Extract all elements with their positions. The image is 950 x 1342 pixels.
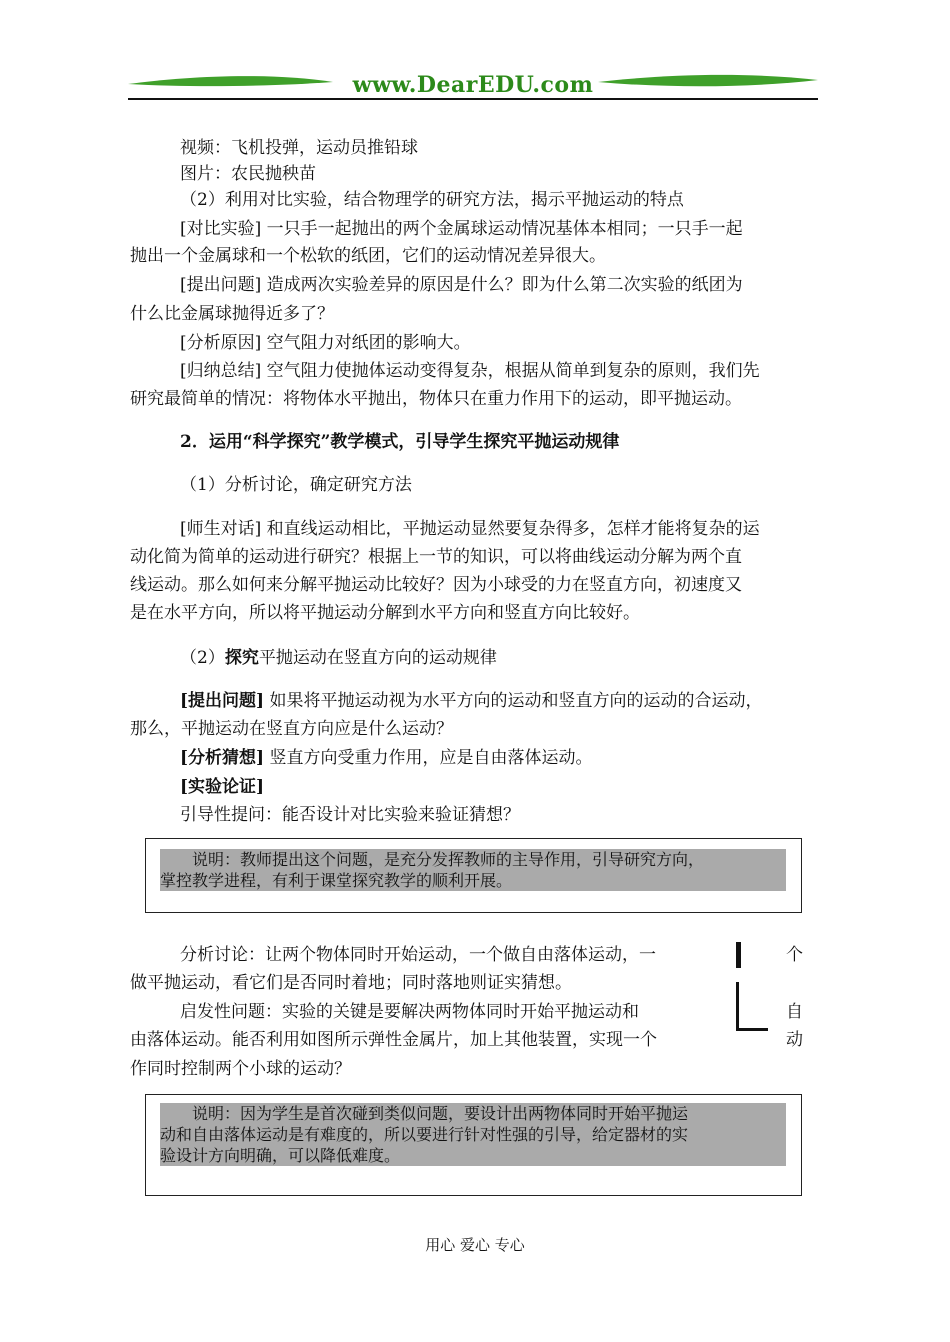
paragraph: 动化简为简单的运动进行研究？根据上一节的知识，可以将曲线运动分解为两个直 [130, 547, 742, 567]
paragraph: [师生对话] 和直线运动相比，平抛运动显然要复杂得多，怎样才能将复杂的运 [180, 519, 760, 539]
page-footer: 用心 爱心 专心 [425, 1236, 525, 1254]
paragraph: [分析原因] 空气阻力对纸团的影响大。 [180, 333, 471, 353]
side-char: 自 [786, 1002, 803, 1022]
paragraph: 引导性提问：能否设计对比实验来验证猜想？ [180, 805, 520, 825]
paragraph: 抛出一个金属球和一个松软的纸团，它们的运动情况差异很大。 [130, 246, 606, 266]
subsection-title: （1）分析讨论，确定研究方法 [180, 475, 412, 495]
header-banner [128, 62, 818, 102]
note-highlight: 说明：因为学生是首次碰到类似问题，要设计出两物体同时开始平抛运 动和自由落体运动是有难度的，所以要进行针对性强的引导，给定器材的实 验设计方向明确，可以降低难度。 [160, 1103, 786, 1166]
label-proof: [实验论证] [180, 777, 265, 797]
paragraph: （2）利用对比实验，结合物理学的研究方法，揭示平抛运动的特点 [180, 190, 684, 210]
note-highlight: 说明：教师提出这个问题，是充分发挥教师的主导作用，引导研究方向， 掌控教学进程，有利于课堂探究教学的顺利开展。 [160, 849, 786, 891]
paragraph: 做平抛运动，看它们是否同时着地；同时落地则证实猜想。 [130, 973, 572, 993]
paragraph: [提出问题] 如果将平抛运动视为水平方向的运动和竖直方向的运动的合运动， [180, 691, 763, 711]
paragraph: 什么比金属球抛得近多了？ [130, 304, 334, 324]
note-box [145, 838, 802, 913]
paragraph: [提出问题] 造成两次实验差异的原因是什么？即为什么第二次实验的纸团为 [180, 275, 743, 295]
paragraph: 分析讨论：让两个物体同时开始运动，一个做自由落体运动，一 [180, 945, 656, 965]
paragraph: 图片：农民抛秧苗 [180, 164, 316, 184]
section-heading: 2．运用“科学探究”教学模式，引导学生探究平抛运动规律 [180, 432, 620, 452]
paragraph: 是在水平方向，所以将平抛运动分解到水平方向和竖直方向比较好。 [130, 603, 640, 623]
paragraph: 线运动。那么如何来分解平抛运动比较好？因为小球受的力在竖直方向，初速度又 [130, 575, 742, 595]
paragraph: 那么，平抛运动在竖直方向应是什么运动？ [130, 719, 453, 739]
paragraph: 作同时控制两个小球的运动？ [130, 1059, 351, 1079]
paragraph: [对比实验] 一只手一起抛出的两个金属球运动情况基体本相同；一只手一起 [180, 219, 743, 239]
side-char: 动 [786, 1030, 803, 1050]
header-rule [128, 98, 818, 100]
label-question: [提出问题] [180, 691, 265, 711]
paragraph: 视频：飞机投弹，运动员推铅球 [180, 138, 418, 158]
subsection-title: （2）探究平抛运动在竖直方向的运动规律 [180, 648, 497, 668]
note-box [145, 1094, 802, 1196]
label-guess: [分析猜想] [180, 748, 265, 768]
paragraph: 由落体运动。能否利用如图所示弹性金属片，加上其他装置，实现一个 [130, 1030, 657, 1050]
side-char: 个 [786, 945, 803, 965]
paragraph: [归纳总结] 空气阻力使抛体运动变得复杂，根据从简单到复杂的原则，我们先 [180, 361, 760, 381]
paragraph: 启发性问题：实验的关键是要解决两物体同时开始平抛运动和 [180, 1002, 639, 1022]
site-logo-text: www.DearEDU.com [352, 72, 594, 98]
paragraph: [分析猜想] 竖直方向受重力作用，应是自由落体运动。 [180, 748, 593, 768]
paragraph: 研究最简单的情况：将物体水平抛出，物体只在重力作用下的运动，即平抛运动。 [130, 389, 742, 409]
